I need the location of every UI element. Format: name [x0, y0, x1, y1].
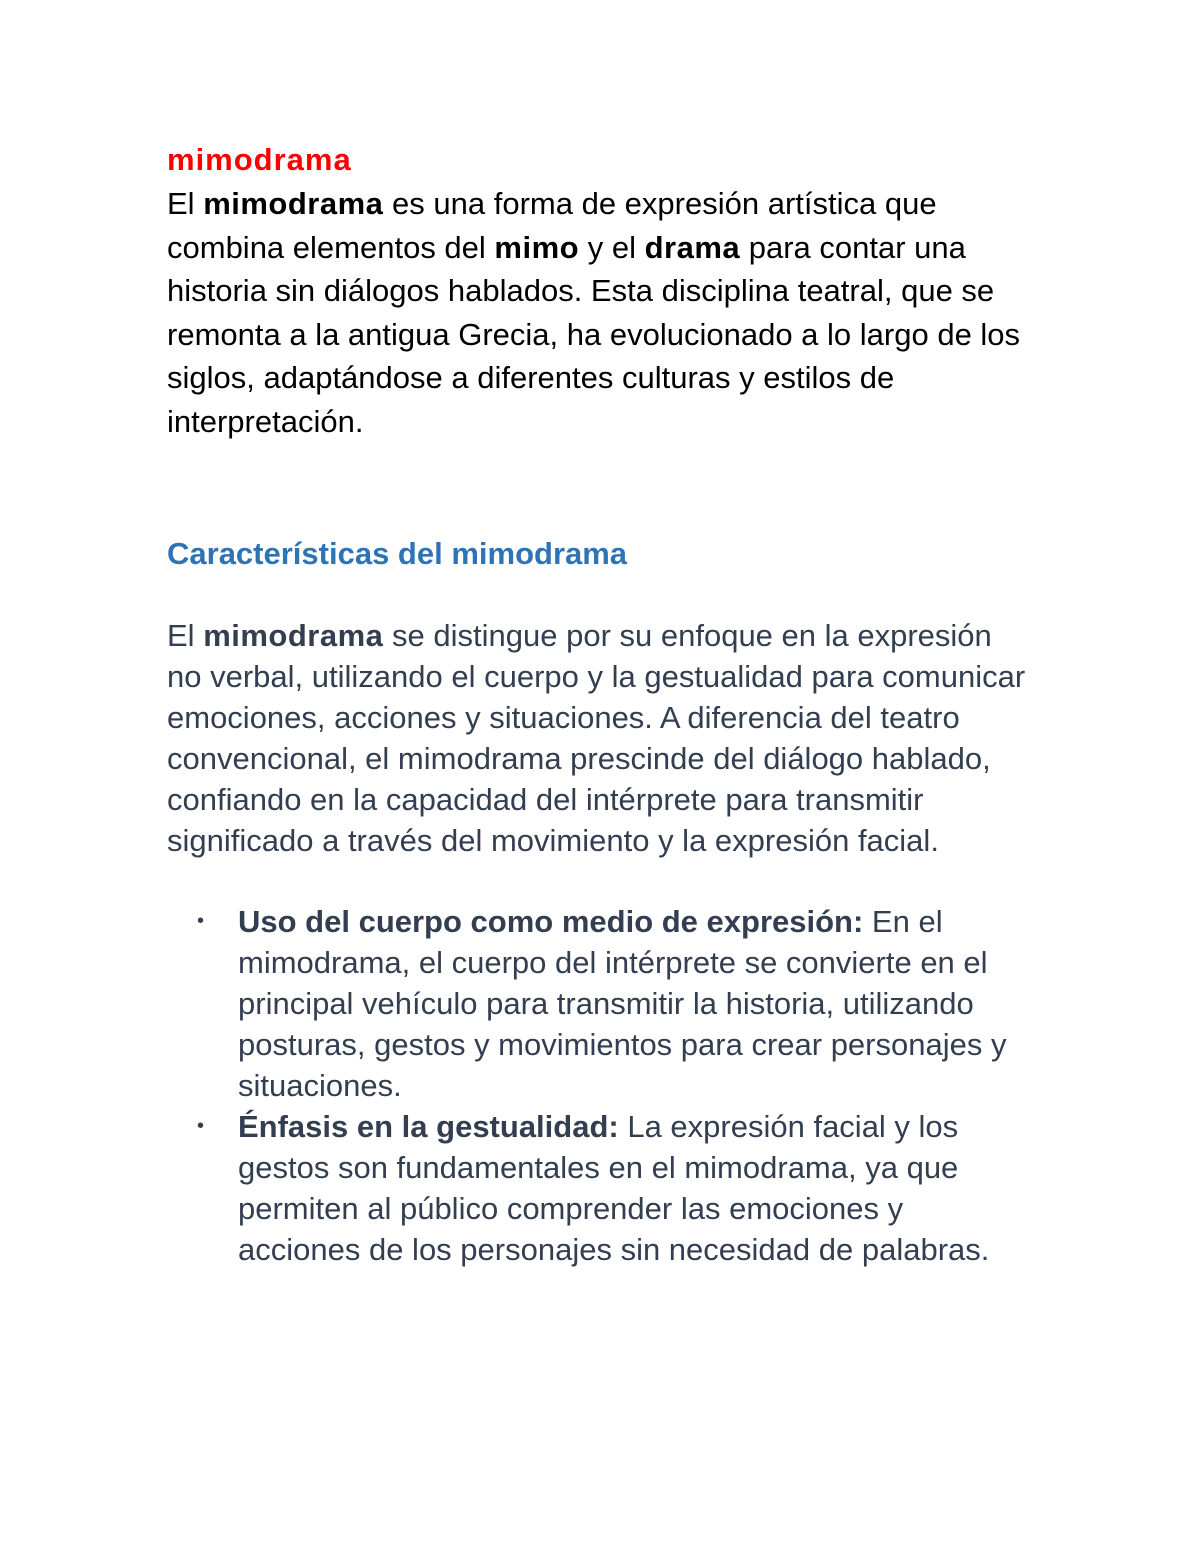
- intro-bold-drama: drama: [644, 229, 741, 265]
- list-item: [167, 1106, 1027, 1270]
- section-text-1: El: [167, 618, 204, 653]
- bullet-list: [167, 901, 1027, 1270]
- list-item: [167, 901, 1027, 1106]
- section-text-2: se distingue por su enfoque en la expresión no verbal, utilizando el cuerpo y la gestualidad para comunicar emociones, acciones y situaciones. A diferencia del teatro convencional, el mimodrama prescinde del diálogo hablado, confiando en la capacidad del intérprete para transmitir significado a través del movimiento y la expresión facial.: [167, 618, 1026, 858]
- bullet-bold-label: Énfasis en la gestualidad:: [238, 1109, 619, 1144]
- bullet-bold-label: Uso del cuerpo como medio de expresión:: [238, 904, 864, 939]
- section-paragraph: [167, 615, 1027, 861]
- intro-text-4: para contar una historia sin diálogos hablados. Esta disciplina teatral, que se remonta a la antigua Grecia, ha evolucionado a lo largo de los siglos, adaptándose a diferentes culturas y estilos de interpretación.: [167, 229, 1021, 439]
- intro-text-1: El: [167, 186, 204, 221]
- intro-paragraph: [167, 182, 1027, 443]
- intro-text-3: y el: [579, 229, 645, 265]
- intro-bold-mimo: mimo: [494, 229, 580, 265]
- bullet-text: En el mimodrama, el cuerpo del intérprete se convierte en el principal vehículo para transmitir la historia, utilizando posturas, gestos y movimientos para crear personajes y situaciones.: [238, 904, 1007, 1103]
- bullet-text: La expresión facial y los gestos son fundamentales en el mimodrama, ya que permiten al público comprender las emociones y acciones de los personajes sin necesidad de palabras.: [238, 1109, 990, 1267]
- bullet-marker: •: [197, 1115, 205, 1137]
- section-bold-mimodrama: mimodrama: [203, 618, 384, 653]
- document-page: [167, 138, 1027, 1270]
- section-heading: Características del mimodrama: [167, 536, 628, 571]
- intro-text-2: es una forma de expresión artística que combina elementos del: [167, 186, 937, 265]
- bullet-marker: •: [197, 910, 205, 932]
- document-title: mimodrama: [167, 142, 352, 177]
- intro-bold-mimodrama: mimodrama: [203, 186, 384, 221]
